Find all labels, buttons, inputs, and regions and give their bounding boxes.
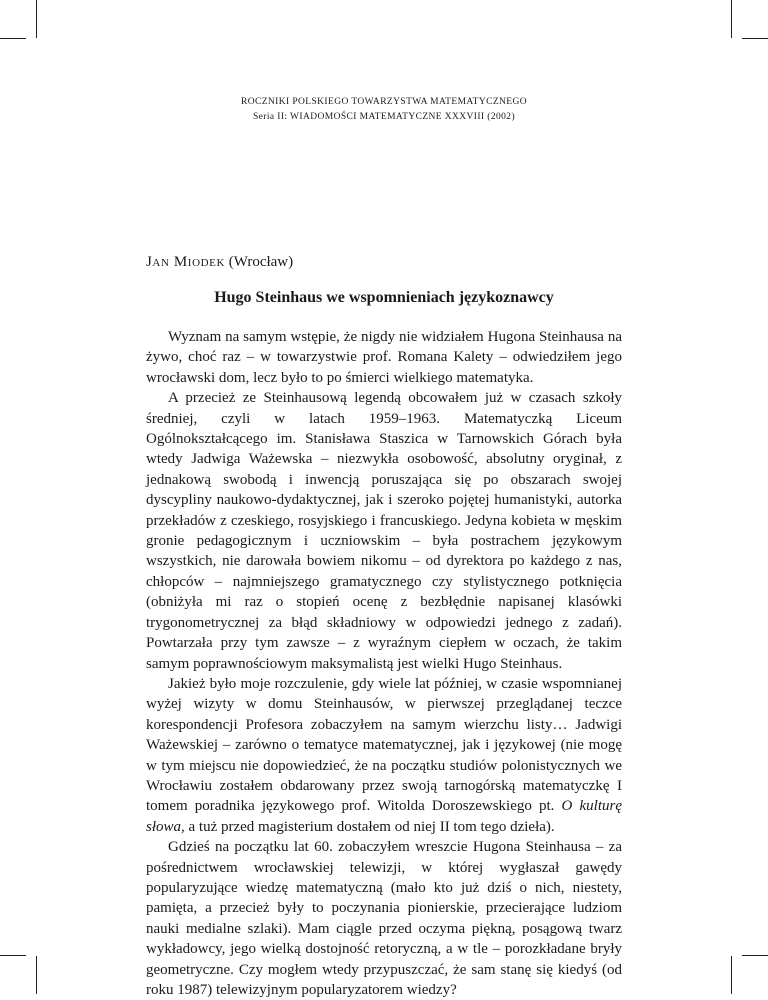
- crop-mark-top-right: [731, 0, 732, 38]
- crop-mark-bottom-left-h: [0, 955, 26, 956]
- journal-header: [0, 95, 768, 125]
- book-title-italic: O kulturę słowa: [146, 798, 622, 835]
- paragraph-3: [146, 674, 622, 837]
- crop-mark-bottom-left: [36, 956, 37, 994]
- author-line: [146, 254, 293, 271]
- paragraph-3-text-after: , a tuż przed magisterium dostałem od niej II tom tego dzieła).: [181, 818, 555, 835]
- author-name: Jan Miodek: [146, 254, 226, 270]
- journal-title: ROCZNIKI POLSKIEGO TOWARZYSTWA MATEMATYCZNEGO: [240, 97, 528, 107]
- crop-mark-top-left-h: [0, 38, 26, 39]
- crop-mark-bottom-right-h: [742, 955, 768, 956]
- crop-mark-bottom-right: [731, 956, 732, 994]
- paragraph-4: Gdzieś na początku lat 60. zobaczyłem wreszcie Hugona Steinhausa – za pośrednictwem wrocławskiej telewizji, w której wygłaszał gawędy popularyzujące wiedzę matematyczną (mało kto już dziś o nich, niestety, pamięta, a przecież były to poczynania pionierskie, przecierające ludziom nauki medialne szlaki). Mam ciągle przed oczyma piękną, posągową twarz wykładowcy, jego wielką dostojność retoryczną, a w tle – porozkładane bryły geometryczne. Czy mogłem wtedy przypuszczać, że sam stanę się kiedyś (od roku 1987) telewizyjnym popularyzatorem wiedzy?: [146, 839, 622, 998]
- paragraph-2: A przecież ze Steinhausową legendą obcowałem już w czasach szkoły średniej, czyli w latach 1959–1963. Matematyczką Liceum Ogólnokształcącego im. Stanisława Staszica w Tarnowskich Górach była wtedy Jadwiga Ważewska – niezwykła osobowość, absolutny oryginał, z jednakową swobodą i inwencją poruszająca się po obszarach swojej dyscypliny naukowo-dydaktycznej, jak i szeroko pojętej humanistyki, autorka przekładów z czeskiego, rosyjskiego i francuskiego. Jedyna kobieta w męskim gronie pedagogicznym i uczniowskim – była postrachem językowym wszystkich, nie darowała bowiem nikomu – od dyrektora po każdego z nas, chłopców – najmniejszego gramatycznego czy stylistycznego potknięcia (obniżyła mi raz o stopień ocenę z bezbłędnie napisanej klasówki trygonometrycznej za błąd składniowy w odpowiedzi jednego z zadań). Powtarzała przy tym zawsze – z wyraźnym ciepłem w oczach, że takim samym poprawnościowym maksymalistą jest wielki Hugo Steinhaus.: [146, 390, 622, 672]
- journal-series: Seria II: WIADOMOŚCI MATEMATYCZNE XXXVIII (2002): [252, 112, 516, 122]
- crop-mark-top-left: [36, 0, 37, 38]
- paragraph-1: Wyznam na samym wstępie, że nigdy nie widziałem Hugona Steinhausa na żywo, choć raz – w towarzystwie prof. Romana Kalety – odwiedziłem jego wrocławski dom, lecz było to po śmierci wielkiego matematyka.: [146, 329, 622, 386]
- paragraph-3-text-before: Jakież było moje rozczulenie, gdy wiele lat później, w czasie wspomnianej wyżej wizyty w domu Steinhausów, w pierwszej przeglądanej teczce korespondencji Profesora zobaczyłem na samym wierzchu listy… Jadwigi Ważewskiej – zarówno o tematyce matematycznej, jak i językowej (nie mogę w tym miejscu nie dopowiedzieć, że na początku studiów polonistycznych we Wrocławiu zostałem obdarowany przez swoją tarnogórską matematyczkę I tomem poradnika językowego prof. Witolda Doroszewskiego pt.: [146, 675, 622, 815]
- author-affiliation: (Wrocław): [228, 254, 294, 270]
- crop-mark-top-right-h: [742, 38, 768, 39]
- article-title: Hugo Steinhaus we wspomnieniach językoznawcy: [214, 289, 554, 306]
- article-body: [146, 327, 622, 1000]
